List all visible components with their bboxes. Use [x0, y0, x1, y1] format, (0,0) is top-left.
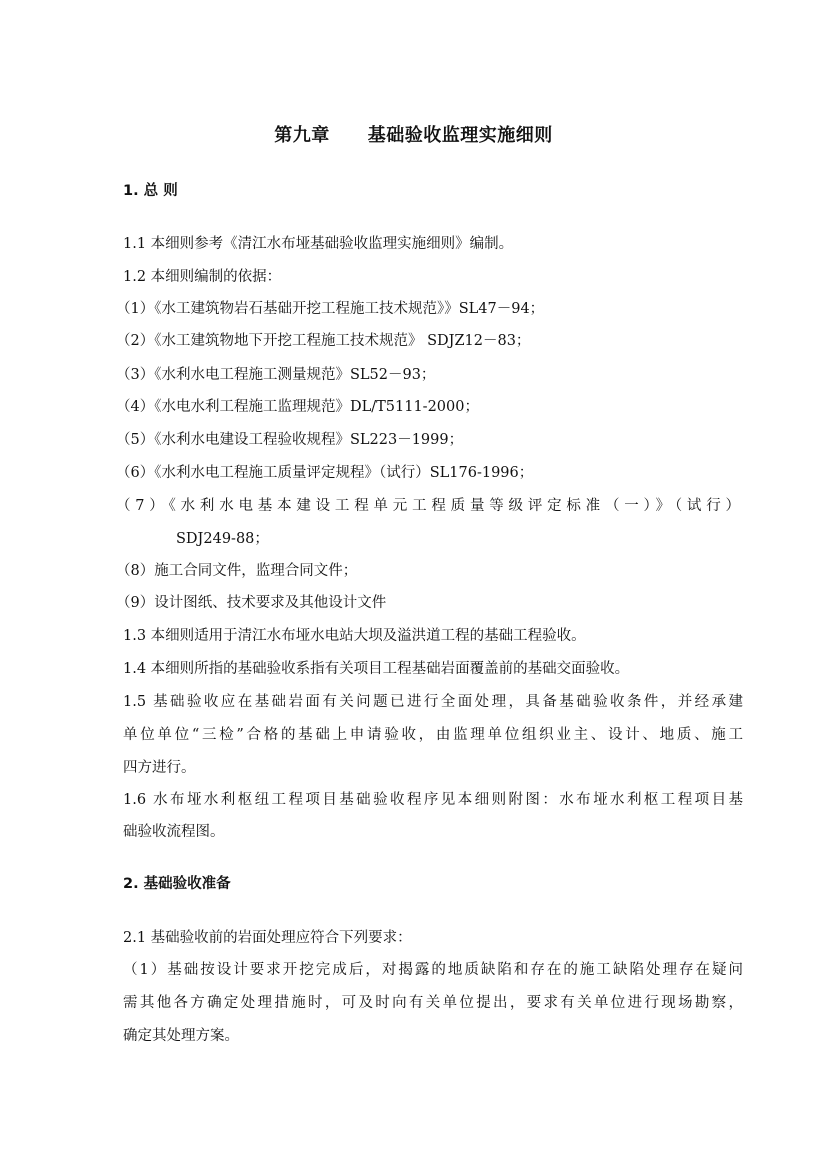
basis-item-6: （6）《水利水电工程施工质量评定规程》（试行）SL176-1996；	[116, 465, 534, 481]
paragraph-2-1-1-line-3: 确定其处理方案。	[123, 1028, 239, 1044]
paragraph-1-5-line-2: 单位单位“三检”合格的基础上申请验收，由监理单位组织业主、设计、地质、施工	[123, 727, 743, 743]
paragraph-1-5-line-1: 1.5 基础验收应在基础岩面有关问题已进行全面处理，具备基础验收条件，并经承建	[123, 694, 743, 710]
paragraph-1-2: 1.2 本细则编制的依据：	[123, 269, 282, 285]
paragraph-2-1-1-line-2: 需其他各方确定处理措施时，可及时向有关单位提出，要求有关单位进行现场勘察，	[123, 995, 743, 1011]
basis-item-2: （2）《水工建筑物地下开挖工程施工技术规范》 SDJZ12－83；	[116, 333, 531, 349]
paragraph-1-6-line-2: 础验收流程图。	[123, 824, 225, 840]
chapter-title	[0, 121, 827, 147]
paragraph-2-1: 2.1 基础验收前的岩面处理应符合下列要求：	[123, 930, 412, 946]
basis-item-4: （4）《水电水利工程施工监理规范》DL/T5111-2000；	[116, 399, 479, 415]
basis-item-7: （7）《水利水电基本建设工程单元工程质量等级评定标准（一）》（试行）	[116, 498, 740, 514]
paragraph-1-4: 1.4 本细则所指的基础验收系指有关项目工程基础岩面覆盖前的基础交面验收。	[123, 661, 630, 677]
basis-item-5: （5）《水利水电建设工程验收规程》SL223－1999；	[116, 432, 464, 448]
basis-item-9: （9）设计图纸、技术要求及其他设计文件	[116, 595, 387, 611]
basis-item-1: （1）《水工建筑物岩石基础开挖工程施工技术规范》》SL47－94；	[116, 301, 545, 317]
basis-item-3: （3）《水利水电工程施工测量规范》SL52－93；	[116, 367, 436, 383]
paragraph-1-1: 1.1 本细则参考《清江水布垭基础验收监理实施细则》编制。	[123, 236, 514, 252]
paragraph-1-5-line-3: 四方进行。	[123, 760, 196, 776]
section-1-heading: 1. 总 则	[123, 183, 178, 199]
paragraph-2-1-1-line-1: （1）基础按设计要求开挖完成后，对揭露的地质缺陷和存在的施工缺陷处理存在疑问	[123, 962, 743, 978]
paragraph-1-6-line-1: 1.6 水布垭水利枢纽工程项目基础验收程序见本细则附图：水布垭水利枢工程项目基	[123, 792, 743, 808]
chapter-name: 基础验收监理实施细则	[367, 125, 553, 146]
paragraph-1-3: 1.3 本细则适用于清江水布垭水电站大坝及溢洪道工程的基础工程验收。	[123, 628, 586, 644]
chapter-number: 第九章	[274, 125, 330, 146]
basis-item-8: （8）施工合同文件，监理合同文件；	[116, 563, 358, 579]
section-2-heading: 2. 基础验收准备	[123, 876, 231, 892]
basis-item-7-cont: SDJ249-88；	[176, 531, 269, 547]
